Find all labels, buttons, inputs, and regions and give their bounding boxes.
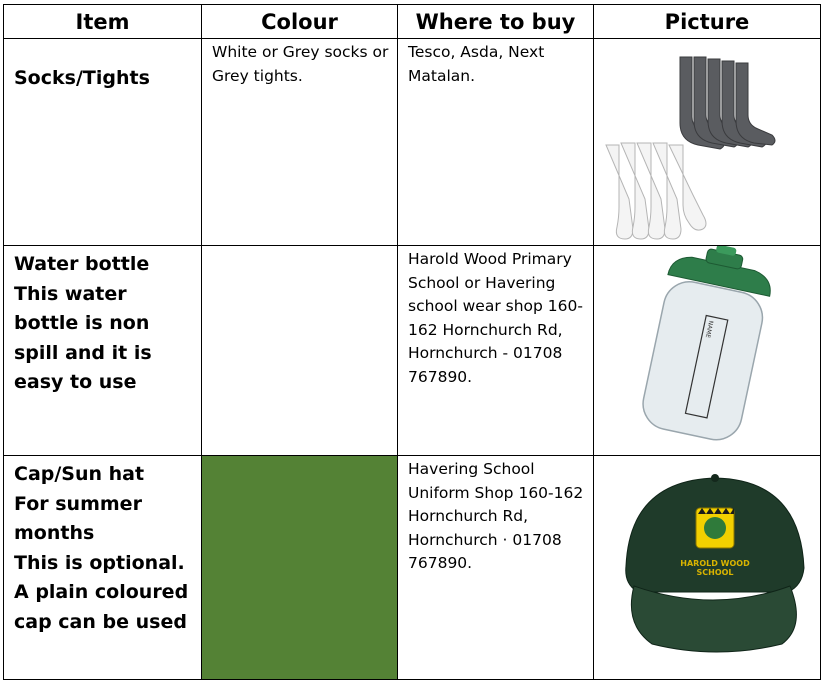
table-row	[4, 246, 821, 456]
socks-image	[594, 39, 820, 245]
where-text: Harold Wood Primary School or Havering school wear shop 160-162 Hornchurch Rd, Hornchurch - 01708 767890.	[408, 250, 583, 386]
header-where-to-buy: Where to buy	[398, 5, 594, 39]
item-label: Socks/Tights	[14, 67, 150, 89]
table-row	[4, 39, 821, 246]
item-label: Cap/Sun hat For summer months This is optional. A plain coloured cap can be used	[14, 463, 189, 633]
header-row	[4, 5, 821, 39]
table-row	[4, 456, 821, 680]
header-picture: Picture	[594, 5, 821, 39]
colour-cell	[202, 39, 398, 246]
colour-text	[202, 246, 397, 248]
colour-swatch-cell	[202, 456, 398, 680]
colour-text	[202, 456, 397, 458]
header-item: Item	[4, 5, 202, 39]
where-cell	[398, 39, 594, 246]
colour-cell	[202, 246, 398, 456]
item-cell	[4, 39, 202, 246]
picture-cell	[594, 39, 821, 246]
water-bottle-image	[594, 246, 820, 455]
where-text: Havering School Uniform Shop 160-162 Hornchurch Rd, Hornchurch · 01708 767890.	[408, 460, 584, 572]
uniform-table	[3, 4, 821, 680]
where-cell	[398, 246, 594, 456]
item-label: Water bottle This water bottle is non spill and it is easy to use	[14, 253, 152, 393]
cap-logo-line1: HAROLD WOOD	[680, 559, 750, 568]
header-colour: Colour	[202, 5, 398, 39]
colour-text: White or Grey socks or Grey tights.	[212, 43, 389, 85]
where-cell	[398, 456, 594, 680]
cap-logo-line2: SCHOOL	[696, 568, 734, 577]
item-cell	[4, 246, 202, 456]
item-cell	[4, 456, 202, 680]
bottle-label: NAME	[703, 319, 715, 339]
cap-image	[594, 456, 820, 679]
picture-cell	[594, 456, 821, 680]
picture-cell	[594, 246, 821, 456]
where-text: Tesco, Asda, Next Matalan.	[408, 43, 545, 85]
